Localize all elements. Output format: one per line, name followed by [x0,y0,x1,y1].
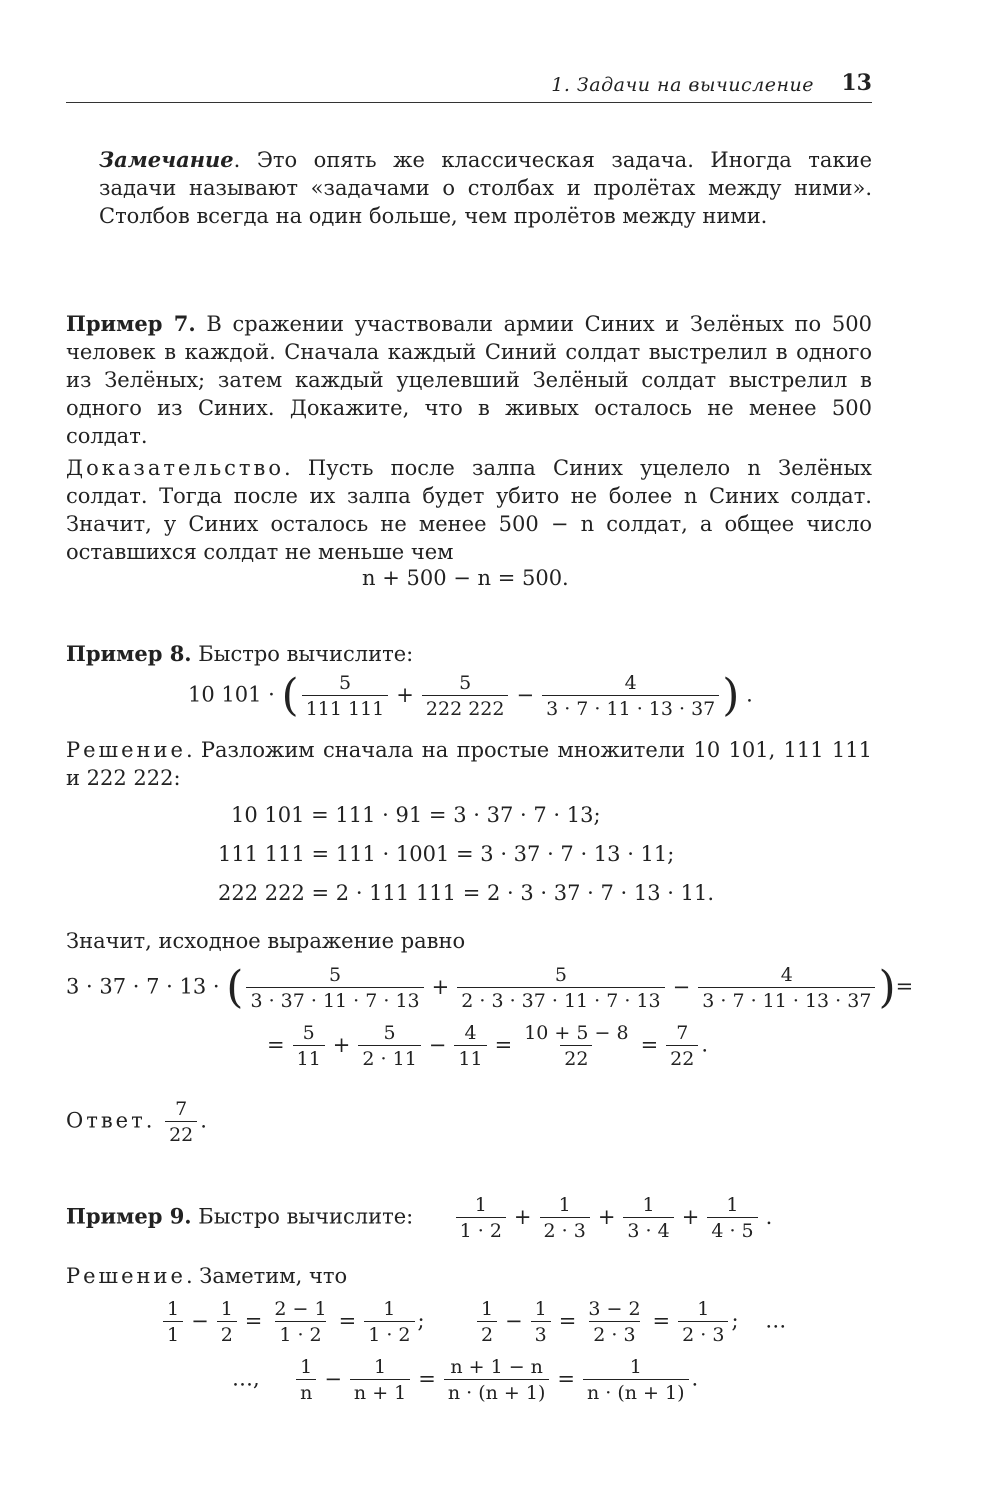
answer-tail: . [200,1108,207,1133]
fraction [707,1194,757,1242]
frac-den: 2 [217,1321,237,1346]
frac-den: 2 · 3 [589,1321,639,1346]
expr-lead: 10 101 · [188,682,275,707]
ellipsis: …, [232,1366,260,1391]
operator: = [557,1366,575,1391]
solution-text: . Разложим сначала на простые множители 10 101, 111 111 и 222 222: [66,738,872,790]
frac-num: 1 [558,1194,571,1216]
operator: + [513,1204,532,1229]
separator: ; [731,1308,739,1333]
frac-num: 7 [175,1098,188,1120]
frac-num: 1 [697,1298,710,1320]
fraction [422,672,509,720]
operator: − [191,1308,209,1333]
frac-den: 222 222 [422,695,509,720]
fraction [293,1022,325,1070]
expr-tail: . [691,1366,699,1391]
expr-lead: 3 · 37 · 7 · 13 · [66,974,220,999]
operator: = [640,1032,659,1057]
ellipsis: … [765,1308,787,1333]
fraction [698,964,875,1012]
operator: = [494,1032,513,1057]
frac-num: 1 [383,1298,396,1320]
frac-num: 1 [300,1356,313,1378]
frac-num: 2 − 1 [274,1298,327,1320]
big-expression [66,964,913,1012]
fraction [477,1298,497,1346]
frac-den: n + 1 [350,1379,410,1404]
operator: + [396,682,414,707]
operator: + [597,1204,616,1229]
identity-row-2 [232,1356,698,1404]
frac-num: 5 [459,672,472,694]
factor-line-1: 10 101 = 111 · 91 = 3 · 37 · 7 · 13; [231,803,601,827]
frac-den: n · (n + 1) [583,1379,689,1404]
fraction [623,1194,673,1242]
operator: − [672,974,691,999]
frac-den: 111 111 [302,695,389,720]
running-header [66,70,872,103]
frac-num: n + 1 − n [450,1356,543,1378]
operator: = [652,1308,671,1333]
frac-den: 3 [531,1321,551,1346]
frac-den: 4 · 5 [707,1217,757,1242]
frac-num: 1 [480,1298,494,1320]
page-number: 13 [841,70,872,96]
operator: + [332,1032,351,1057]
frac-den: 22 [560,1045,592,1070]
remark-label: Замечание [99,147,234,172]
fraction [246,964,423,1012]
example-9-label: Пример 9. [66,1203,192,1229]
frac-num: 5 [554,964,567,986]
frac-den: n [296,1379,316,1404]
operator: − [428,1032,447,1057]
frac-den: 1 · 2 [275,1321,325,1346]
fraction [457,964,664,1012]
expr-tail: . [701,1032,709,1057]
example-9-solution [66,1262,872,1290]
frac-den: 2 [477,1321,497,1346]
frac-den: 1 · 2 [456,1217,506,1242]
example-8-solution [66,736,872,792]
fraction [666,1022,698,1070]
operator: − [505,1308,523,1333]
chapter-title: 1. Задачи на вычисление [551,74,814,96]
fraction [542,672,719,720]
operator: = [244,1308,263,1333]
expr-tail: . [746,682,753,707]
right-paren: ) [878,962,896,1013]
frac-den: 22 [165,1121,197,1146]
fraction [678,1298,728,1346]
fraction [520,1022,632,1070]
separator: ; [417,1308,425,1333]
frac-den: 2 · 3 [540,1217,590,1242]
frac-num: 1 [374,1356,387,1378]
remark-paragraph [66,146,872,230]
fraction [270,1298,330,1346]
frac-den: 2 · 3 · 37 · 11 · 7 · 13 [457,987,664,1012]
frac-num: 1 [167,1298,180,1320]
frac-num: 1 [629,1356,642,1378]
frac-num: 1 [642,1194,655,1216]
frac-num: 5 [338,672,352,694]
frac-den: 11 [454,1045,486,1070]
fraction [531,1298,551,1346]
example-8-label: Пример 8. [66,641,192,666]
frac-den: 3 · 7 · 11 · 13 · 37 [698,987,875,1012]
answer-fraction [165,1098,197,1146]
operator: = [267,1032,285,1057]
fraction [583,1356,689,1404]
operator: = [418,1366,436,1391]
frac-num: 3 − 2 [588,1298,641,1320]
fraction [163,1298,183,1346]
frac-den: 1 · 2 [364,1321,414,1346]
identity-row-1 [160,1298,786,1346]
left-paren: ( [226,962,244,1013]
operator: = [558,1308,577,1333]
left-paren: ( [281,670,299,721]
frac-num: 4 [624,672,637,694]
fraction [540,1194,590,1242]
fraction [358,1022,420,1070]
answer-line [66,1098,207,1146]
example-9-text: Быстро вычислите: [191,1204,414,1229]
solution-label: Решение [66,1264,186,1288]
frac-num: 5 [383,1022,396,1044]
example-7-label: Пример 7. [66,311,196,336]
factor-line-3: 222 222 = 2 · 111 111 = 2 · 3 · 37 · 7 · 13 · 11. [218,881,715,905]
factor-line-2: 111 111 = 111 · 1001 = 3 · 37 · 7 · 13 · 11; [218,842,675,866]
remark-text: . Это опять же классическая задача. Иногда такие задачи называют «задачами о столбах и пролётах между ними». Столбов всегда на один больше, чем пролётов между ними. [99,148,872,228]
example-9-statement [66,1194,777,1242]
then-text: Значит, исходное выражение равно [66,929,466,953]
operator: − [324,1366,342,1391]
example-8-text: Быстро вычислите: [191,642,414,666]
frac-den: 3 · 7 · 11 · 13 · 37 [542,695,719,720]
proof-text: . Пусть после залпа Синих уцелело n Зелёных солдат. Тогда после их залпа будет убито не более n Синих солдат. Значит, у Синих осталось не менее 500 − n солдат, а общее число оставшихся солдат не меньше чем [66,456,872,564]
frac-den: 11 [293,1045,325,1070]
proof-label: Доказательство [66,456,284,480]
frac-num: 5 [302,1022,315,1044]
then-paragraph [66,927,872,955]
operator: = [338,1308,357,1333]
frac-den: 3 · 37 · 11 · 7 · 13 [246,987,423,1012]
fraction [350,1356,410,1404]
frac-num: 4 [780,964,793,986]
frac-den: 2 · 3 [678,1321,728,1346]
solution-text: . Заметим, что [185,1264,348,1288]
frac-num: 5 [329,964,342,986]
frac-num: 4 [464,1022,477,1044]
fraction [456,1194,506,1242]
fraction [296,1356,316,1404]
fraction [217,1298,237,1346]
frac-den: n · (n + 1) [444,1379,550,1404]
example-8-statement [66,640,872,668]
operator: + [431,974,450,999]
frac-den: 2 · 11 [358,1045,420,1070]
frac-num: 1 [220,1298,233,1320]
frac-num: 10 + 5 − 8 [524,1022,629,1044]
fraction [302,672,389,720]
operator: − [516,682,535,707]
fraction [364,1298,414,1346]
example-7 [66,310,872,566]
operator: + [681,1204,700,1229]
example-7-formula: n + 500 − n = 500. [362,566,569,590]
answer-label: Ответ. [66,1108,156,1133]
frac-num: 7 [676,1022,689,1044]
fraction [444,1356,550,1404]
example-8-expression [188,672,753,720]
expr-tail: = [895,974,914,999]
second-expression [262,1022,708,1070]
solution-label: Решение [66,738,186,762]
frac-den: 3 · 4 [623,1217,673,1242]
frac-den: 22 [666,1045,698,1070]
frac-num: 1 [534,1298,547,1320]
expr-tail: . [765,1204,773,1229]
frac-den: 1 [163,1321,183,1346]
fraction [584,1298,644,1346]
example-7-text: В сражении участвовали армии Синих и Зелёных по 500 человек в каждой. Сначала каждый Синий солдат выстрелил в одного из Зелёных; затем каждый уцелевший Зелёный солдат выстрелил в одного из Синих. Докажите, что в живых осталось не менее 500 солдат. [66,312,872,448]
fraction [454,1022,486,1070]
frac-num: 1 [726,1194,739,1216]
frac-num: 1 [474,1194,487,1216]
right-paren: ) [722,670,740,721]
